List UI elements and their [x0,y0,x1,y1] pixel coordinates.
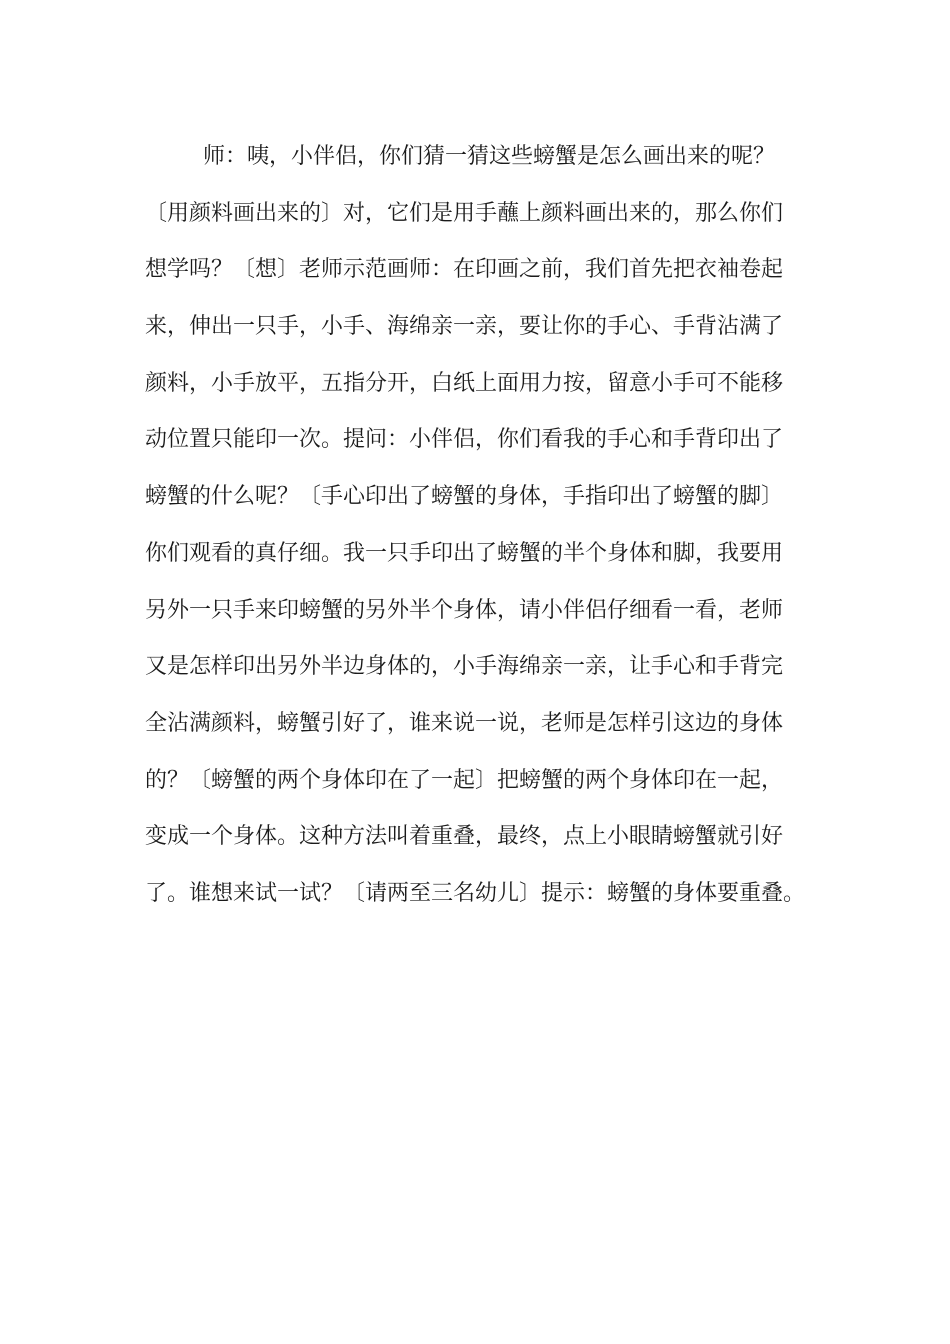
paragraph-line: 另外一只手来印螃蟹的另外半个身体，请小伴侣仔细看一看，老师 [145,597,784,623]
paragraph-line: 的？〔螃蟹的两个身体印在了一起〕把螃蟹的两个身体印在一起， [145,767,784,793]
paragraph-line: 师：咦，小伴侣，你们猜一猜这些螃蟹是怎么画出来的呢？ [203,144,776,169]
paragraph-line: 来，伸出一只手，小手、海绵亲一亲，要让你的手心、手背沾满了 [145,314,784,340]
paragraph-line: 全沾满颜料，螃蟹引好了，谁来说一说，老师是怎样引这边的身体 [145,710,784,736]
paragraph-line: 了。谁想来试一试？〔请两至三名幼儿〕提示：螃蟹的身体要重叠。 [145,880,806,906]
paragraph-line: 又是怎样印出另外半边身体的，小手海绵亲一亲，让手心和手背完 [145,654,784,680]
paragraph-line: 颜料，小手放平，五指分开，白纸上面用力按，留意小手可不能移 [145,370,784,396]
paragraph-line: 〔用颜料画出来的〕对，它们是用手蘸上颜料画出来的，那么你们 [145,200,784,226]
paragraph-line: 螃蟹的什么呢？〔手心印出了螃蟹的身体，手指印出了螃蟹的脚〕 [145,484,784,510]
paragraph-line: 变成一个身体。这种方法叫着重叠，最终，点上小眼睛螃蟹就引好 [145,824,784,850]
body-paragraph [145,129,807,923]
paragraph-line: 动位置只能印一次。提问：小伴侣，你们看我的手心和手背印出了 [145,427,784,453]
paragraph-line: 想学吗？〔想〕老师示范画师：在印画之前，我们首先把衣袖卷起 [145,257,784,283]
paragraph-line: 你们观看的真仔细。我一只手印出了螃蟹的半个身体和脚，我要用 [145,540,784,566]
